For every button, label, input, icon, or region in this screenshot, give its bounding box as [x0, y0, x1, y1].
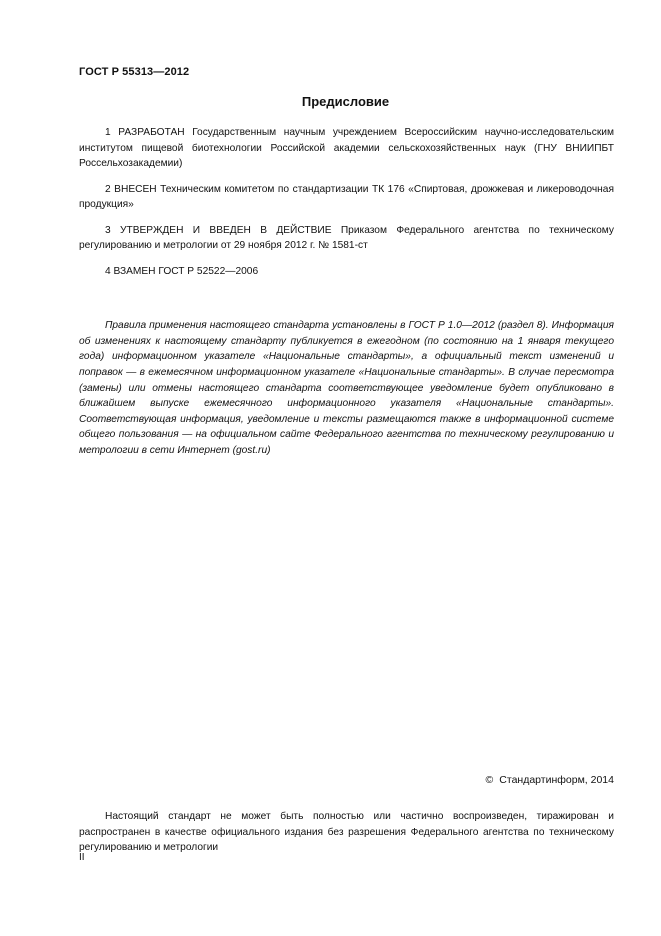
- page-number: II: [79, 852, 85, 863]
- preface-item-developed: 1 РАЗРАБОТАН Государственным научным учреждением Всероссийским научно-исследовательским институтом пищевой биотехнологии Российской академии сельскохозяйственных наук (ГНУ ВНИИПБТ Россельхозакадемии): [79, 127, 614, 169]
- copyright-text: Стандартинформ, 2014: [499, 774, 614, 786]
- reproduction-notice: Настоящий стандарт не может быть полностью или частично воспроизведен, тиражирован и распространен в качестве официального издания без разрешения Федерального агентства по техническому регулированию и метрологии: [79, 811, 614, 854]
- document-code: ГОСТ Р 55313—2012: [79, 66, 190, 78]
- preface-items: [79, 125, 614, 289]
- application-rules-note: Правила применения настоящего стандарта установлены в ГОСТ Р 1.0—2012 (раздел 8). Информация об изменениях к настоящему стандарту публикуется в ежегодном (по состоянию на 1 января текущего года) информационном указателе «Национальные стандарты», а официальный текст изменений и поправок — в ежемесячном информационном указателе «Национальные стандарты». В случае пересмотра (замены) или отмены настоящего стандарта соответствующее уведомление будет опубликовано в ближайшем выпуске ежемесячного информационного указателя «Национальные стандарты». Соответствующая информация, уведомление и тексты размещаются также в информационной системе общего пользования — на официальном сайте Федерального агентства по техническому регулированию и метрологии в сети Интернет (gost.ru): [79, 320, 614, 456]
- preface-title: Предисловие: [301, 94, 390, 109]
- preface-item-introduced: 2 ВНЕСЕН Техническим комитетом по стандартизации ТК 176 «Спиртовая, дрожжевая и ликероводочная продукция»: [79, 183, 614, 210]
- preface-item-approved: 3 УТВЕРЖДЕН И ВВЕДЕН В ДЕЙСТВИЕ Приказом Федерального агентства по техническому регулированию и метрологии от 29 ноября 2012 г. № 1581-ст: [79, 224, 614, 251]
- copyright-line: [486, 774, 614, 786]
- preface-item-replaces: 4 ВЗАМЕН ГОСТ Р 52522—2006: [105, 265, 259, 277]
- copyright-icon: ©: [485, 774, 494, 786]
